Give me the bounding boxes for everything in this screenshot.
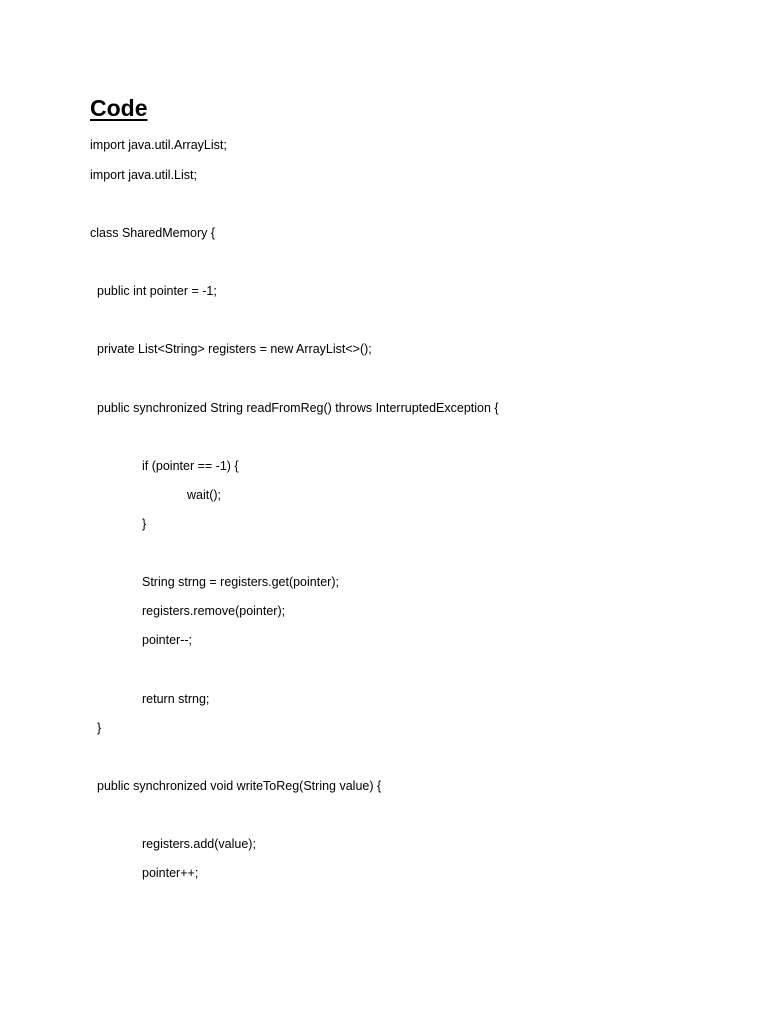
code-line-write-method: public synchronized void writeToReg(String value) { [97,779,382,793]
code-line-decrement: pointer--; [142,633,193,647]
code-line-return: return strng; [142,692,210,706]
code-line-add: registers.add(value); [142,837,256,851]
code-line-read-close: } [97,721,102,735]
code-line-registers-field: private List<String> registers = new ArrayList<>(); [97,342,372,356]
code-line-remove: registers.remove(pointer); [142,604,286,618]
code-line-if-check: if (pointer == -1) { [142,459,239,473]
document-heading: Code [90,95,148,121]
code-line-pointer-field: public int pointer = -1; [97,284,217,298]
code-line-read-method: public synchronized String readFromReg() throws InterruptedException { [97,401,499,415]
code-line-class-decl: class SharedMemory { [90,226,216,240]
code-line-import-arraylist: import java.util.ArrayList; [90,138,227,152]
code-line-get-string: String strng = registers.get(pointer); [142,575,339,589]
code-line-wait: wait(); [187,488,222,502]
code-line-if-close: } [142,517,147,531]
code-line-import-list: import java.util.List; [90,168,197,182]
code-line-increment: pointer++; [142,866,199,880]
